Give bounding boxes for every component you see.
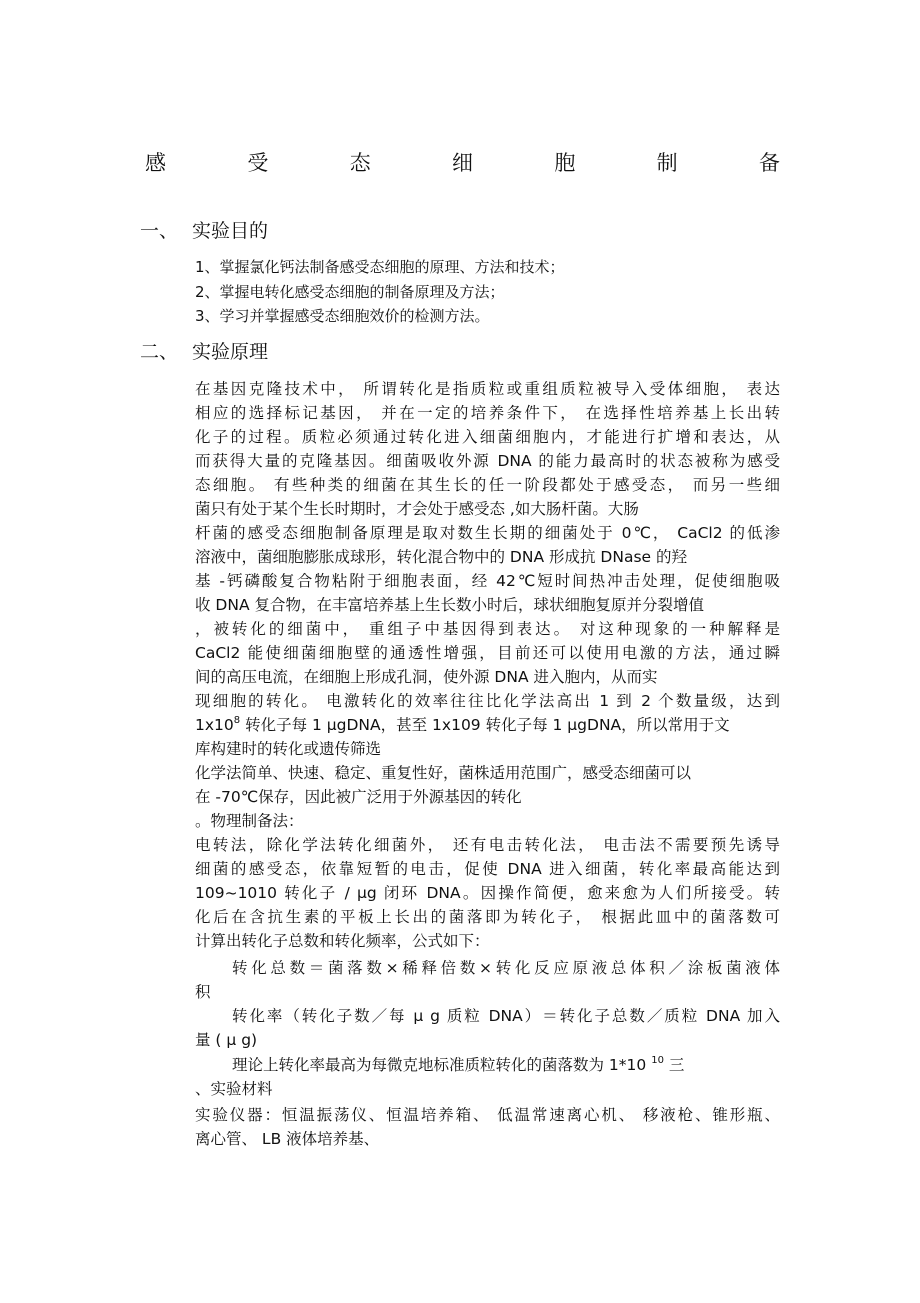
section-title: 实验原理: [192, 341, 269, 363]
text-segment: 理论上转化率最高为每微克地标准质粒转化的菌落数为 1*10: [232, 1056, 652, 1074]
body-line: 收 DNA 复合物，在丰富培养基上生长数小时后，球状细胞复原并分裂增值: [195, 596, 704, 614]
body-line: 化子的过程。质粒必须通过转化进入细菌细胞内，才能进行扩增和表达，从: [195, 428, 780, 446]
body-line: 现细胞的转化。 电激转化的效率往往比化学法高出 1 到 2 个数量级，达到: [195, 692, 780, 710]
title-char: 备: [758, 151, 780, 175]
formula-line: 转化总数＝菌落数×稀释倍数×转化反应原液总体积／涂板菌液体: [232, 959, 780, 977]
body-line: 计算出转化子总数和转化频率，公式如下：: [195, 932, 490, 950]
section-number: 一、: [140, 220, 179, 242]
title-char: 细: [451, 151, 473, 175]
body-line: 态细胞。 有些种类的细菌在其生长的任一阶段都处于感受态， 而另一些细: [195, 476, 780, 494]
text-segment: 转化子每 1 μgDNA，甚至 1x109 转化子每 1 μgDNA，所以常用于文: [240, 716, 730, 734]
body-line: 间的高压电流，在细胞上形成孔洞，使外源 DNA 进入胞内，从而实: [195, 668, 658, 686]
body-line: 细菌的感受态，依靠短暂的电击，促使 DNA 进入细菌，转化率最高能达到: [195, 860, 780, 878]
body-line: 相应的选择标记基因， 并在一定的培养条件下， 在选择性培养基上长出转: [195, 404, 780, 422]
body-line: 、实验材料: [195, 1080, 273, 1098]
section-heading-objectives: [140, 218, 268, 244]
superscript: 8: [233, 715, 241, 726]
body-line: 109~1010 转化子 / μg 闭环 DNA。因操作简便，愈来愈为人们所接受。转: [195, 884, 780, 902]
objective-item: 2、掌握电转化感受态细胞的制备原理及方法；: [195, 283, 505, 301]
body-line: 电转法，除化学法转化细菌外， 还有电击转化法， 电击法不需要预先诱导: [195, 836, 780, 854]
body-line: 库构建时的转化或遗传筛选: [195, 740, 382, 758]
body-line: 菌只有处于某个生长时期时，才会处于感受态 ,如大肠杆菌。大肠: [195, 500, 639, 518]
body-line: 在 -70℃保存，因此被广泛用于外源基因的转化: [195, 788, 522, 806]
formula-line: 转化率（转化子数／每 μ g 质粒 DNA）＝转化子总数／质粒 DNA 加入: [232, 1007, 780, 1025]
body-line: 而获得大量的克隆基因。细菌吸收外源 DNA 的能力最高时的状态被称为感受: [195, 452, 780, 470]
title-char: 胞: [554, 151, 576, 175]
body-line: 基 -钙磷酸复合物粘附于细胞表面，经 42℃短时间热冲击处理，促使细胞吸: [195, 572, 780, 590]
title-char: 态: [349, 151, 371, 175]
title-char: 感: [145, 151, 166, 175]
formula-line: 积: [195, 983, 211, 1001]
body-line: ，被转化的细菌中， 重组子中基因得到表达。 对这种现象的一种解释是: [195, 620, 780, 638]
text-segment: 三: [663, 1056, 685, 1074]
body-line: 在基因克隆技术中， 所谓转化是指质粒或重组质粒被导入受体细胞， 表达: [195, 380, 780, 398]
section-heading-principle: [140, 339, 268, 365]
body-line: 溶液中，菌细胞膨胀成球形，转化混合物中的 DNA 形成抗 DNase 的羟: [195, 548, 687, 566]
body-line: [232, 1054, 684, 1076]
body-line: 实验仪器：恒温振荡仪、恒温培养箱、 低温常速离心机、 移液枪、锥形瓶、: [195, 1106, 780, 1124]
formula-line: 量 ( μ g): [195, 1031, 258, 1049]
section-title: 实验目的: [192, 220, 269, 242]
page-title: [145, 150, 780, 176]
body-line: 化学法简单、快速、稳定、重复性好，菌株适用范围广，感受态细菌可以: [195, 764, 692, 782]
body-line: 离心管、 LB 液体培养基、: [195, 1130, 380, 1148]
superscript: 10: [651, 1055, 664, 1066]
body-line: [195, 714, 730, 736]
title-char: 受: [247, 151, 269, 175]
body-line: 杆菌的感受态细胞制备原理是取对数生长期的细菌处于 0℃， CaCl2 的低渗: [195, 524, 780, 542]
body-line: 化后在含抗生素的平板上长出的菌落即为转化子， 根据此皿中的菌落数可: [195, 908, 780, 926]
objective-item: 1、掌握氯化钙法制备感受态细胞的原理、方法和技术；: [195, 258, 565, 276]
title-char: 制: [656, 151, 678, 175]
section-number: 二、: [140, 341, 179, 363]
body-line: CaCl2 能使细菌细胞壁的通透性增强，目前还可以使用电激的方法，通过瞬: [195, 644, 780, 662]
objective-item: 3、学习并掌握感受态细胞效价的检测方法。: [195, 307, 490, 325]
text-segment: 1x10: [195, 716, 234, 734]
body-line: 。物理制备法：: [195, 812, 304, 830]
